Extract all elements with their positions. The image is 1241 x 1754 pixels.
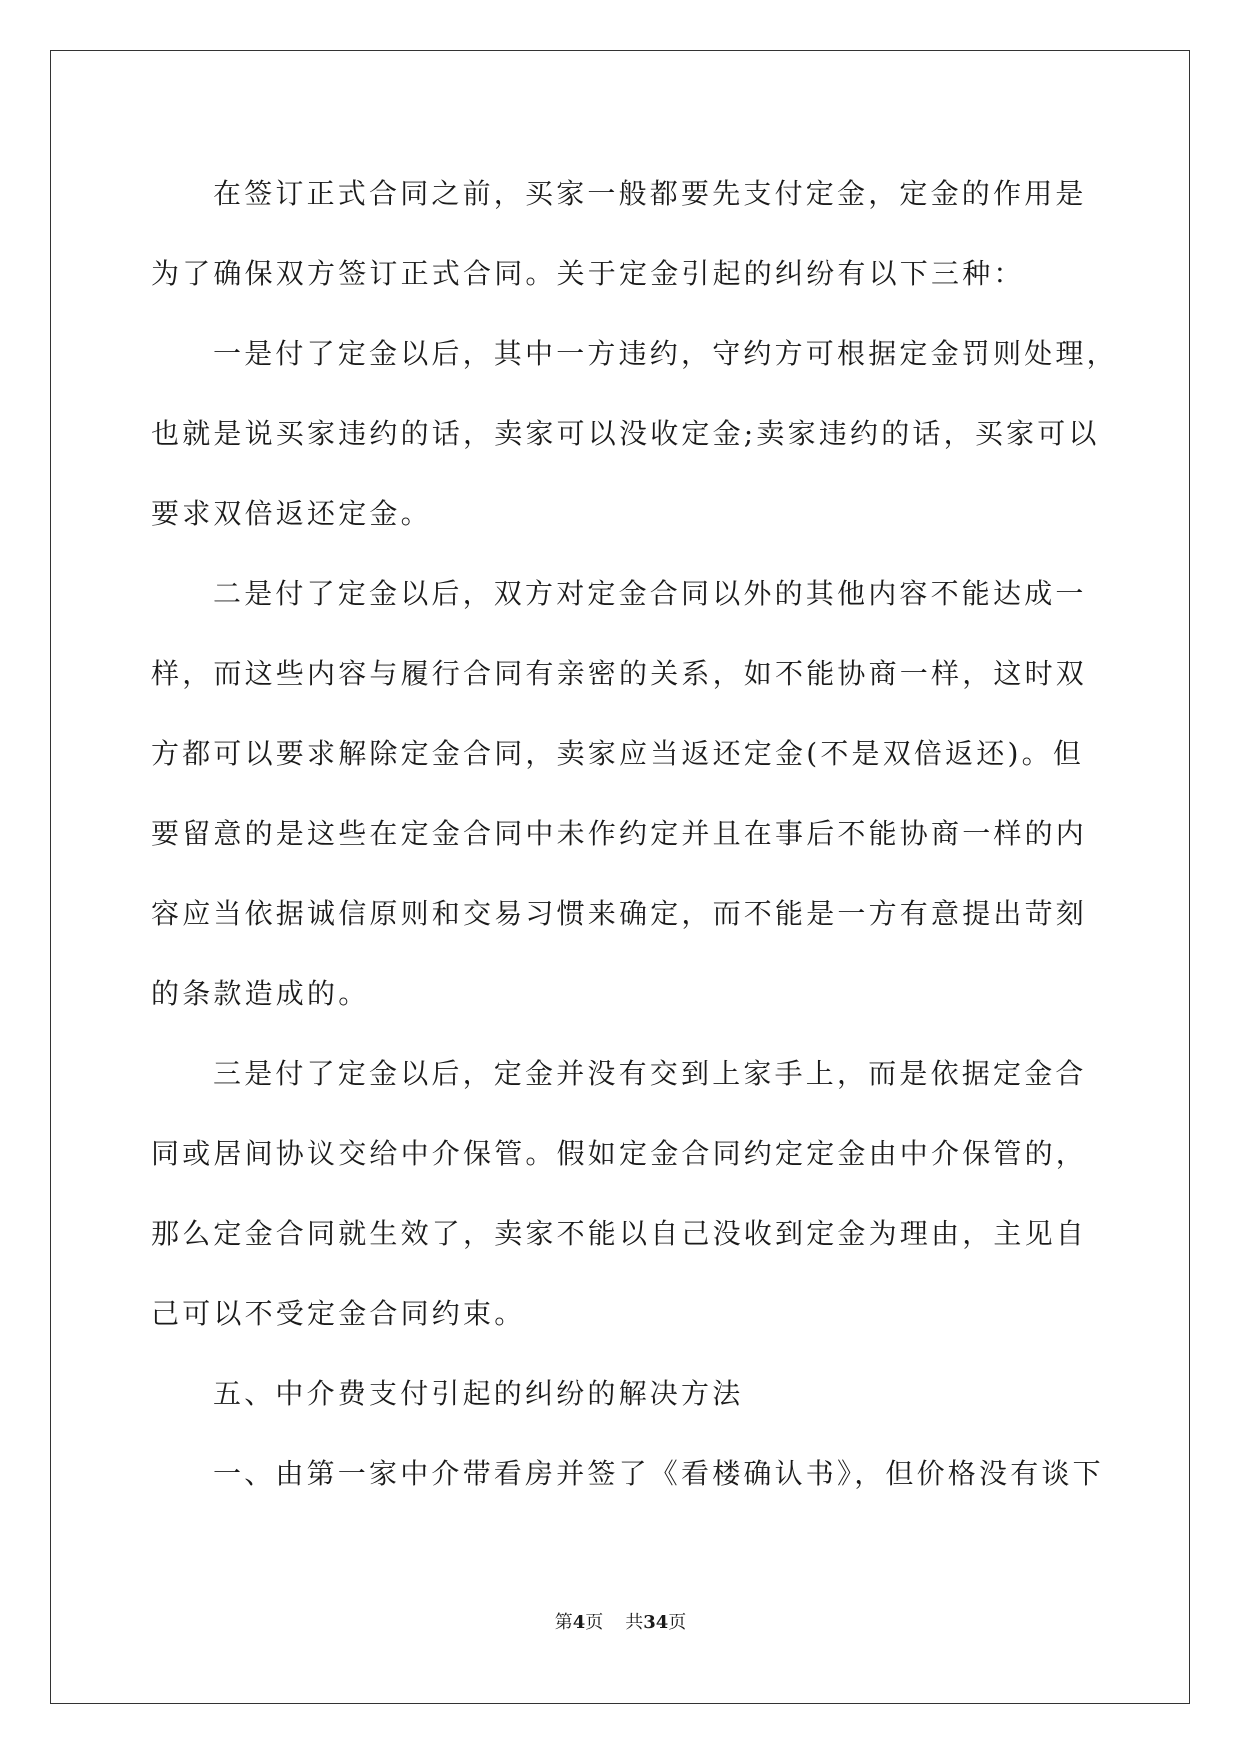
total-label-prefix: 共 bbox=[625, 1612, 644, 1633]
page-label-prefix: 第 bbox=[554, 1612, 573, 1633]
paragraph-line: 在签订正式合同之前，买家一般都要先支付定金，定金的作用是 bbox=[213, 177, 1087, 210]
paragraph-line: 要留意的是这些在定金合同中未作约定并且在事后不能协商一样的内 bbox=[151, 817, 1088, 850]
paragraph-line: 同或居间协议交给中介保管。假如定金合同约定定金由中介保管的， bbox=[151, 1137, 1088, 1170]
paragraph-line: 也就是说买家违约的话，卖家可以没收定金;卖家违约的话，买家可以 bbox=[151, 417, 1100, 450]
paragraph-line: 三是付了定金以后，定金并没有交到上家手上，而是依据定金合 bbox=[213, 1057, 1087, 1090]
paragraph-line: 一是付了定金以后，其中一方违约，守约方可根据定金罚则处理， bbox=[213, 337, 1118, 370]
paragraph-line: 己可以不受定金合同约束。 bbox=[151, 1297, 526, 1330]
paragraph-line: 容应当依据诚信原则和交易习惯来确定，而不能是一方有意提出苛刻 bbox=[151, 897, 1088, 930]
paragraph-line: 的条款造成的。 bbox=[151, 977, 370, 1010]
paragraph-line: 那么定金合同就生效了，卖家不能以自己没收到定金为理由，主见自 bbox=[151, 1217, 1088, 1250]
document-body bbox=[151, 154, 1118, 1514]
paragraph-line: 方都可以要求解除定金合同，卖家应当返还定金(不是双倍返还)。但 bbox=[151, 737, 1085, 770]
section-heading: 五、中介费支付引起的纠纷的解决方法 bbox=[213, 1377, 744, 1410]
paragraph-line: 为了确保双方签订正式合同。关于定金引起的纠纷有以下三种： bbox=[151, 257, 1025, 290]
page-label-suffix: 页 bbox=[585, 1612, 604, 1633]
page-footer bbox=[0, 1608, 1241, 1634]
paragraph-line: 样，而这些内容与履行合同有亲密的关系，如不能协商一样，这时双 bbox=[151, 657, 1088, 690]
total-pages: 34 bbox=[643, 1612, 669, 1633]
paragraph-line: 一、由第一家中介带看房并签了《看楼确认书》，但价格没有谈下 bbox=[213, 1457, 1104, 1490]
paragraph-line: 二是付了定金以后，双方对定金合同以外的其他内容不能达成一 bbox=[213, 577, 1087, 610]
total-label-suffix: 页 bbox=[668, 1612, 687, 1633]
page-number: 4 bbox=[572, 1612, 586, 1633]
paragraph-line: 要求双倍返还定金。 bbox=[151, 497, 432, 530]
